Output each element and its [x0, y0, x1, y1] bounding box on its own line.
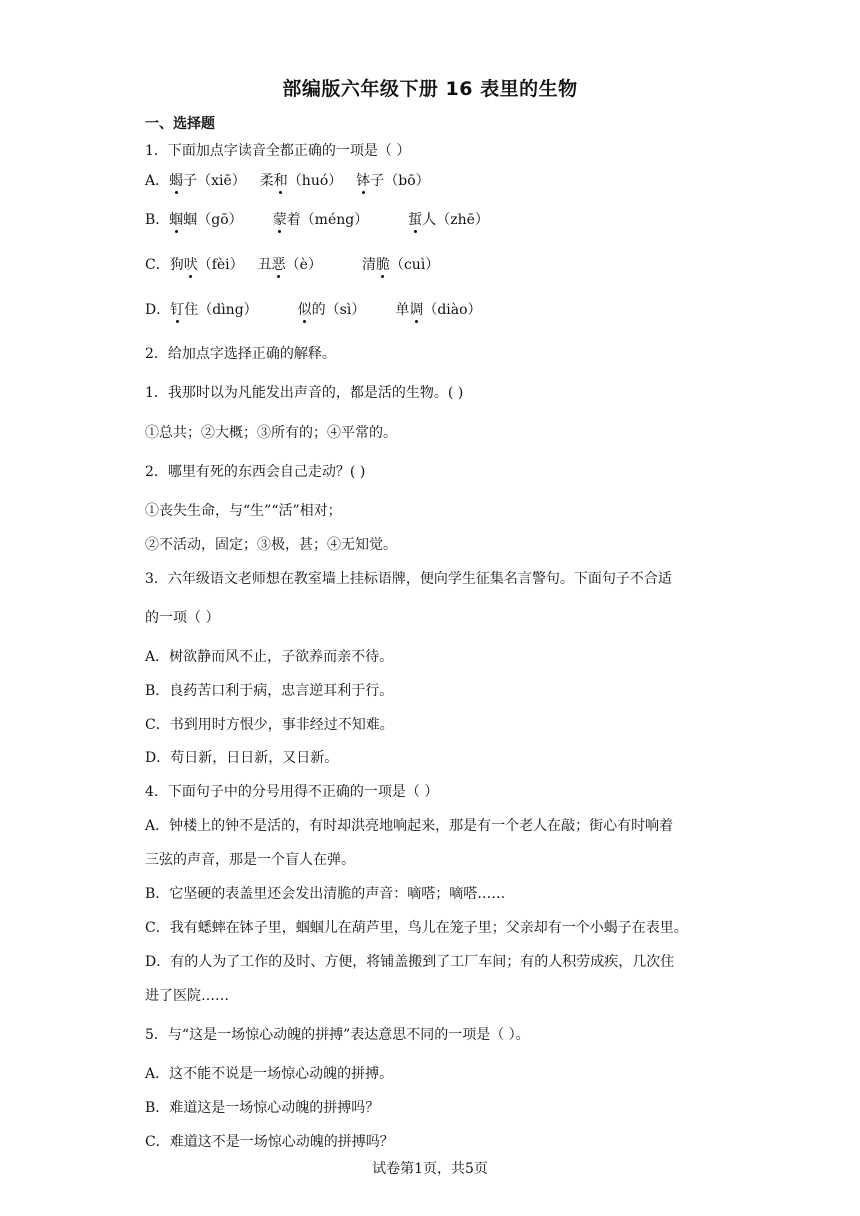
page-footer: 试卷第1页，共5页 — [372, 1161, 488, 1177]
q3-stem-1: 3．六年级语文老师想在教室墙上挂标语牌，便向学生征集名言警句。下面句子不合适 — [145, 571, 672, 587]
q1-option-b: B．蝈蝈（gō） 蒙着（méng） 蜇人（zhē） — [145, 212, 489, 228]
page-title: 部编版六年级下册 16 表里的生物 — [282, 78, 578, 100]
q2-sub2-options-1: ①丧失生命，与“生”“活”相对； — [145, 503, 342, 519]
q5-option-c: C．难道这不是一场惊心动魄的拼搏吗？ — [145, 1134, 394, 1150]
q4-option-a-1: A．钟楼上的钟不是活的，有时却洪亮地响起来，那是有一个老人在敲；街心有时响着 — [145, 818, 674, 834]
q4-option-c: C．我有蟋蟀在钵子里，蝈蝈儿在葫芦里，鸟儿在笼子里；父亲却有一个小蝎子在表里。 — [145, 920, 688, 936]
q2-sub2: 2．哪里有死的东西会自己走动？( ) — [145, 464, 366, 480]
q2-stem: 2．给加点字选择正确的解释。 — [145, 346, 336, 362]
q4-option-a-2: 三弦的声音，那是一个盲人在弹。 — [145, 852, 355, 868]
q3-stem-2: 的一项（ ） — [145, 610, 220, 626]
q1-option-a: A．蝎子（xiē） 柔和（huó） 钵子（bō） — [145, 173, 430, 189]
q2-sub1: 1．我那时以为凡能发出声音的，都是活的生物。( ) — [145, 385, 464, 401]
q4-option-b: B．它坚硬的表盖里还会发出清脆的声音：嘀嗒；嘀嗒…… — [145, 886, 506, 902]
q5-option-b: B．难道这是一场惊心动魄的拼搏吗？ — [145, 1100, 380, 1116]
q4-option-d-1: D．有的人为了工作的及时、方便，将铺盖搬到了工厂车间；有的人积劳成疾，几次住 — [145, 954, 675, 970]
q3-option-a: A．树欲静而风不止，子欲养而亲不待。 — [145, 649, 394, 665]
q3-option-c: C．书到用时方恨少，事非经过不知难。 — [145, 717, 394, 733]
q3-option-d: D．苟日新，日日新，又日新。 — [145, 750, 339, 766]
q5-stem: 5．与“这是一场惊心动魄的拼搏”表达意思不同的一项是（ ）。 — [145, 1027, 530, 1043]
section-heading: 一、选择题 — [145, 116, 215, 132]
q3-option-b: B．良药苦口利于病，忠言逆耳利于行。 — [145, 683, 394, 699]
q1-option-c: C．狗吠（fèi） 丑恶（è） 清脆（cuì） — [145, 257, 440, 273]
q1-stem: 1．下面加点字读音全都正确的一项是（ ） — [145, 143, 411, 159]
q5-option-a: A．这不能不说是一场惊心动魄的拼搏。 — [145, 1066, 394, 1082]
q1-option-d: D．钉住（dìng） 似的（sì） 单调（diào） — [145, 302, 482, 318]
q2-sub1-options: ①总共；②大概；③所有的；④平常的。 — [145, 425, 397, 441]
q4-option-d-2: 进了医院…… — [145, 988, 229, 1004]
q2-sub2-options-2: ②不活动，固定；③极，甚；④无知觉。 — [145, 537, 397, 553]
q4-stem: 4．下面句子中的分号用得不正确的一项是（ ） — [145, 784, 439, 800]
